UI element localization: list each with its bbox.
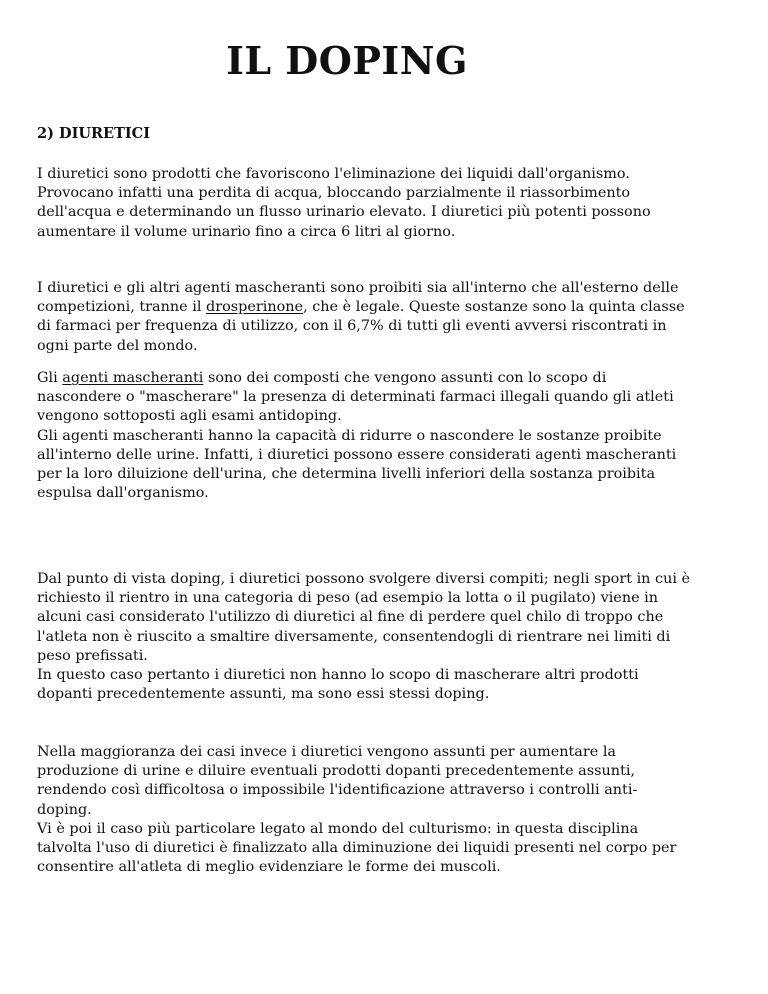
text-line: richiesto il rientro in una categoria di peso (ad esempio la lotta o il pugilato) viene in	[37, 590, 659, 607]
agenti-mascheranti-link[interactable]: agenti mascheranti	[62, 370, 204, 386]
text-line: Provocano infatti una perdita di acqua, bloccando parzialmente il riassorbimento	[37, 185, 631, 202]
text-line: Gli agenti mascheranti hanno la capacità di ridurre o nascondere le sostanze proibite	[37, 427, 662, 444]
text-line: talvolta l'uso di diuretici è finalizzato alla diminuzione dei liquidi presenti nel corpo per	[37, 840, 677, 857]
paragraph-masking-agents	[37, 369, 737, 503]
text-line: l'atleta non è riuscito a smaltire diversamente, consentendogli di rientrare nei limiti di	[37, 628, 671, 645]
text-line: ogni parte del mondo.	[37, 337, 198, 354]
paragraph-prohibition	[37, 279, 737, 356]
text-line: I diuretici sono prodotti che favoriscono l'eliminazione dei liquidi dall'organismo.	[37, 166, 630, 182]
paragraph-bodybuilding	[37, 743, 737, 877]
text-line: produzione di urine e diluire eventuali prodotti dopanti precedentemente assunti,	[37, 763, 636, 780]
text-line: nascondere o "mascherare" la presenza di determinati farmaci illegali quando gli atleti	[37, 389, 674, 406]
text-line: peso prefissati.	[37, 647, 148, 664]
text-line: dopanti precedentemente assunti, ma sono essi stessi doping.	[37, 686, 490, 703]
text-line: Dal punto di vista doping, i diuretici possono svolgere diversi compiti; negli sport in cui è	[37, 571, 691, 587]
text-line: consentire all'atleta di meglio evidenziare le forme dei muscoli.	[37, 859, 501, 876]
text-line: I diuretici e gli altri agenti mascheranti sono proibiti sia all'interno che all'esterno delle	[37, 280, 679, 296]
text-fragment: , che è legale. Queste sostanze sono la quinta classe	[303, 299, 685, 316]
text-line: rendendo così difficoltosa o impossibile l'identificazione attraverso i controlli anti-	[37, 782, 638, 799]
text-line: per la loro diluizione dell'urina, che determina livelli inferiori della sostanza proibita	[37, 466, 656, 483]
text-fragment: competizioni, tranne il	[37, 299, 206, 316]
text-line: alcuni casi considerato l'utilizzo di diuretici al fine di perdere quel chilo di troppo che	[37, 609, 664, 626]
paragraph-weight-category	[37, 570, 737, 704]
text-fragment: sono dei composti che vengono assunti con lo scopo di	[203, 370, 607, 386]
text-fragment: Gli	[37, 370, 63, 386]
text-line: In questo caso pertanto i diuretici non hanno lo scopo di mascherare altri prodotti	[37, 667, 639, 684]
text-line: di farmaci per frequenza di utilizzo, con il 6,7% di tutti gli eventi avversi riscontrati in	[37, 318, 667, 335]
page-title: IL DOPING	[226, 38, 468, 83]
text-line: aumentare il volume urinario fino a circa 6 litri al giorno.	[37, 223, 456, 240]
paragraph-intro	[37, 165, 737, 242]
text-line: doping.	[37, 801, 92, 818]
text-line: vengono sottoposti agli esami antidoping.	[37, 408, 342, 425]
text-line	[37, 369, 737, 388]
text-line: espulsa dall'organismo.	[37, 485, 209, 502]
section-heading: 2) DIURETICI	[37, 125, 150, 142]
text-line: Nella maggioranza dei casi invece i diuretici vengono assunti per aumentare la	[37, 744, 617, 760]
text-line: dell'acqua e determinando un flusso urinario elevato. I diuretici più potenti possono	[37, 204, 651, 221]
text-line: Vi è poi il caso più particolare legato al mondo del culturismo: in questa disciplina	[37, 820, 639, 837]
text-line: all'interno delle urine. Infatti, i diuretici possono essere considerati agenti mascheranti	[37, 446, 677, 463]
drosperinone-link[interactable]: drosperinone	[206, 299, 304, 316]
text-line	[37, 298, 737, 317]
